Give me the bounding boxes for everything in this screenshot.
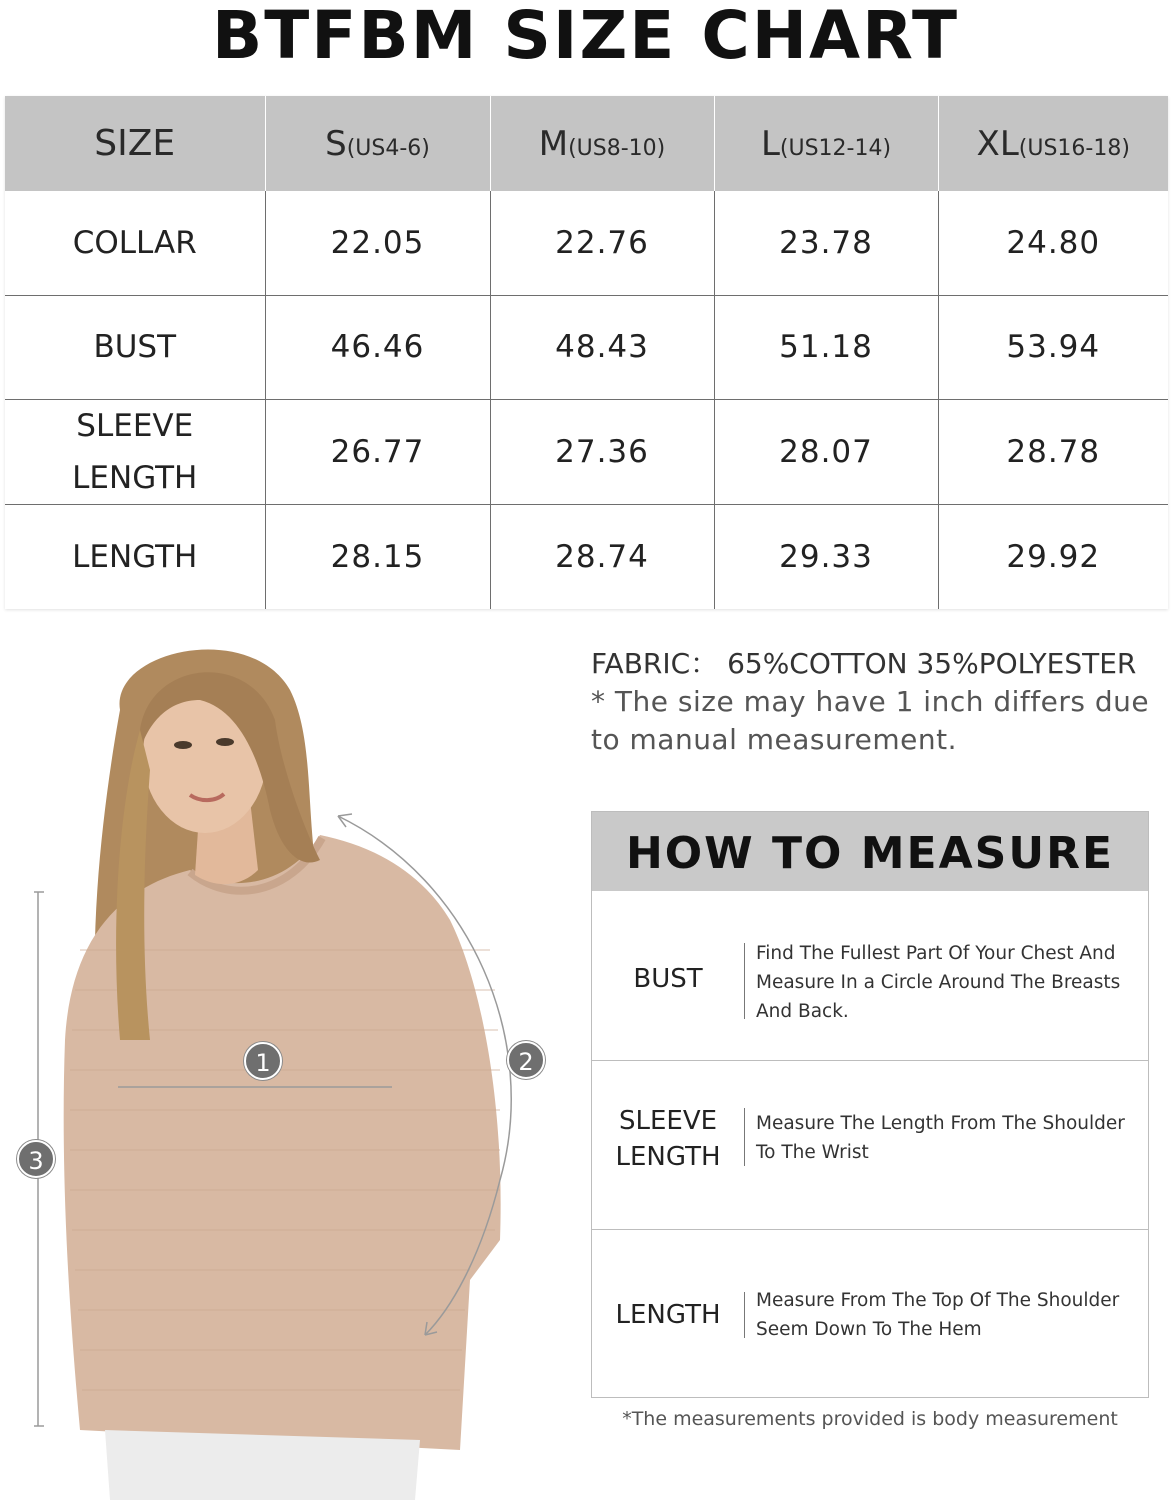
table-cell: 28.07 bbox=[714, 399, 938, 504]
marker-1: 1 bbox=[244, 1042, 282, 1080]
measure-description: Find The Fullest Part Of Your Chest And Measure In a Circle Around The Breasts And Back. bbox=[756, 943, 1121, 1022]
size-us: (US8-10) bbox=[568, 135, 666, 161]
measure-divider bbox=[744, 1292, 745, 1338]
header-size-l bbox=[714, 96, 938, 191]
measure-label-text: SLEEVE bbox=[618, 1106, 718, 1136]
measure-label: LENGTH bbox=[615, 1300, 721, 1330]
table-cell: 28.15 bbox=[265, 505, 490, 609]
row-label-text: SLEEVE bbox=[76, 408, 194, 445]
marker-3: 3 bbox=[17, 1140, 55, 1178]
table-cell: 46.46 bbox=[265, 295, 490, 399]
row-label-text: LENGTH bbox=[72, 539, 198, 576]
size-table bbox=[5, 96, 1168, 609]
measure-divider bbox=[744, 1108, 745, 1166]
size-us: (US16-18) bbox=[1018, 135, 1130, 161]
row-label bbox=[5, 505, 265, 609]
size-us: (US12-14) bbox=[779, 135, 892, 161]
table-cell: 24.80 bbox=[1006, 224, 1101, 261]
table-cell: 23.78 bbox=[714, 191, 938, 295]
table-cell: 28.74 bbox=[490, 505, 714, 609]
how-to-measure-panel bbox=[591, 811, 1149, 1398]
measure-label bbox=[592, 1103, 744, 1175]
measure-row-bust bbox=[592, 891, 1148, 1060]
measurement-footnote: *The measurements provided is body measurement bbox=[622, 1408, 1118, 1430]
eye-right bbox=[216, 738, 234, 746]
table-row-sleeve-length bbox=[5, 399, 1168, 504]
measure-label-text-2: LENGTH bbox=[615, 1142, 721, 1172]
sleeve-arrow-top bbox=[338, 814, 352, 827]
measure-description: Measure From The Top Of The Shoulder Seem Down To The Hem bbox=[756, 1290, 1120, 1340]
table-row-length bbox=[5, 505, 1168, 609]
table-cell: 53.94 bbox=[938, 295, 1168, 399]
model-illustration bbox=[0, 620, 580, 1500]
table-cell: 51.18 bbox=[714, 295, 938, 399]
header-size-xl bbox=[938, 96, 1168, 191]
eye-left bbox=[174, 741, 192, 749]
chart-title: BTFBM SIZE CHART bbox=[211, 0, 959, 74]
table-cell: 29.92 bbox=[938, 505, 1168, 609]
measure-description: Measure The Length From The Shoulder To The Wrist bbox=[756, 1113, 1125, 1163]
how-to-measure-title: HOW TO MEASURE bbox=[592, 812, 1148, 891]
fabric-info bbox=[591, 645, 1166, 759]
measure-row-sleeve-length bbox=[592, 1060, 1148, 1229]
size-note: * The size may have 1 inch differs due to manual measurement. bbox=[591, 685, 1150, 756]
measure-row-length bbox=[592, 1229, 1148, 1398]
table-cell: 27.36 bbox=[490, 399, 714, 504]
row-label-text: COLLAR bbox=[72, 224, 197, 261]
size-table-header bbox=[5, 96, 1168, 191]
row-label bbox=[5, 399, 265, 504]
row-label bbox=[5, 191, 265, 295]
measure-divider bbox=[744, 943, 745, 1019]
size-name: L bbox=[760, 123, 780, 164]
header-size-s bbox=[265, 96, 490, 191]
table-cell: 22.05 bbox=[265, 191, 490, 295]
header-size-m bbox=[490, 96, 714, 191]
table-cell: 29.33 bbox=[714, 505, 938, 609]
table-cell: 28.78 bbox=[938, 399, 1168, 504]
marker-2: 2 bbox=[507, 1041, 545, 1079]
table-cell: 48.43 bbox=[490, 295, 714, 399]
row-label-text: BUST bbox=[93, 329, 177, 366]
row-label bbox=[5, 295, 265, 399]
row-label-text-2: LENGTH bbox=[72, 460, 198, 497]
size-name: XL bbox=[976, 123, 1019, 164]
measure-label: BUST bbox=[633, 964, 703, 994]
table-row-bust bbox=[5, 295, 1168, 399]
pants-shape bbox=[105, 1430, 420, 1500]
header-size: SIZE bbox=[5, 96, 265, 191]
fabric-composition: FABRIC： 65%COTTON 35%POLYESTER bbox=[591, 647, 1137, 680]
size-name: S bbox=[325, 123, 347, 164]
table-cell: 26.77 bbox=[265, 399, 490, 504]
table-cell: 22.76 bbox=[490, 191, 714, 295]
model-figure bbox=[0, 620, 580, 1500]
size-us: (US4-6) bbox=[346, 135, 430, 161]
size-name: M bbox=[538, 123, 569, 164]
table-row-collar bbox=[5, 191, 1168, 295]
